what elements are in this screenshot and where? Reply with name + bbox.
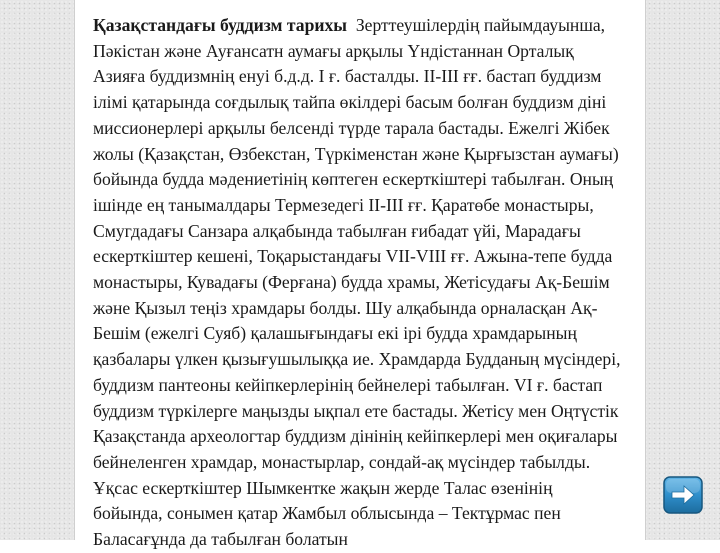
next-slide-button[interactable] xyxy=(663,476,703,514)
document-body: Зерттеушілердің пайымдауынша, Пәкістан және Ауғансатн аумағы арқылы Үндістаннан Орталық Азияға буддизмнің енуі б.д.д. І ғ. басталды. ІІ-ІІІ ғғ. бастап буддизм ілімі қатарында соғдылық тайпа өкілдері басым болған буддизм діні миссионерлері арқылы белсенді түрде тарала бастады. Ежелгі Жібек жолы (Қазақстан, Өзбекстан, Түркіменстан және Қырғызстан аумағы) бойында будда мәдениетінің көптеген ескерткіштері табылған. Оның ішінде ең танымалдары Термезедегі ІІ-ІІІ ғғ. Қаратөбе монастыры, Смугдадағы Санзара алқабында табылған ғибадат үйі, Марадағы ескерткіштер кешені, Тоқарыстандағы VІІ-VІІІ ғғ. Ажына-тепе будда монастыры, Кувадағы (Ферғана) будда храмы, Жетісудағы Ақ-Бешім және Қызыл теңіз храмдары болды. Шу алқабында орналасқан Ақ-Бешім (ежелгі Суяб) қалашығындағы екі ірі будда храмдарының қазбалары үлкен қызығушылыққа ие. Храмдарда Будданың мүсіндері, буддизм пантеоны кейіпкерлерінің бейнелері табылған. VІ ғ. бастап буддизм түркілерге маңызды ықпал ете бастады. Жетісу мен Оңтүстік Қазақстанда археологтар буддизм дінінің кейіпкерлері мен оқиғалары бейнеленген храмдар, монастырлар, сондай-ақ мүсіндер табылды. Ұқсас ескерткіштер Шымкентке жақын жерде Талас өзенінің бойында, сонымен қатар Жамбыл облысында – Тектұрмас пен Баласағұнда да табылған болатын xyxy=(93,15,621,550)
arrow-right-icon xyxy=(663,476,703,514)
document-title: Қазақстандағы буддизм тарихы xyxy=(93,15,348,35)
document-text xyxy=(93,13,625,553)
